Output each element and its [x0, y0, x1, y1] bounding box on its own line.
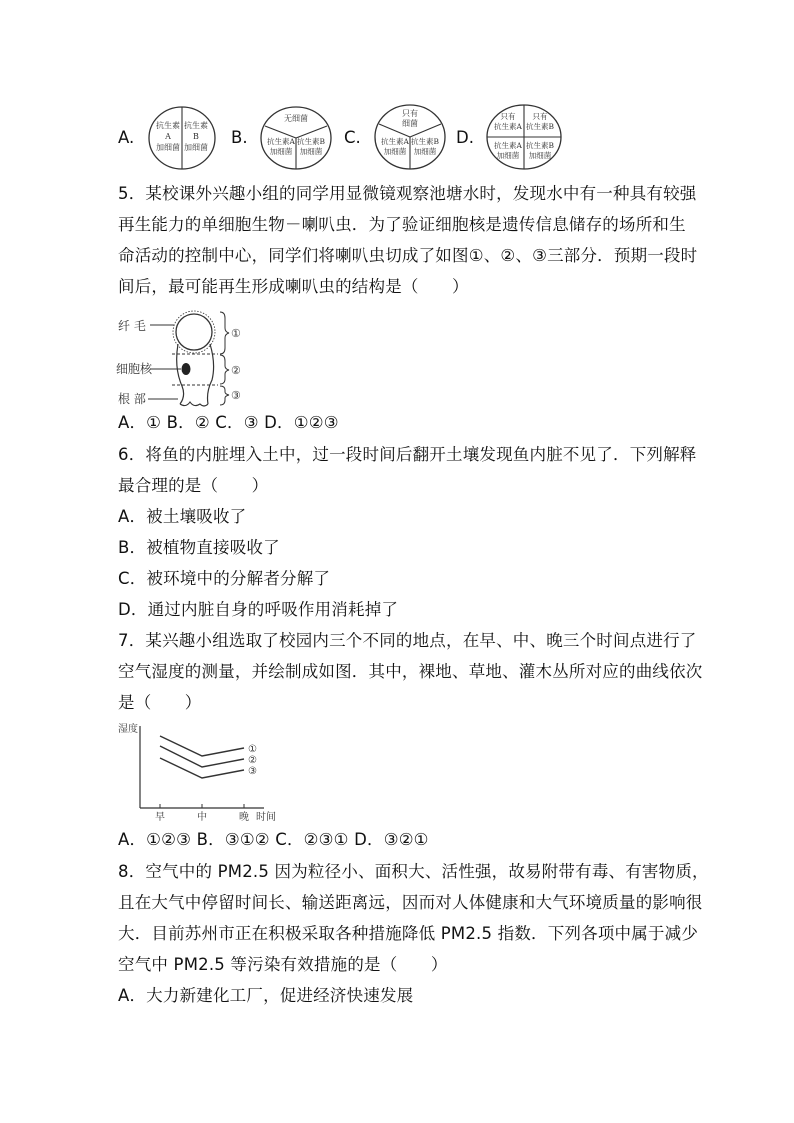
q8-stem-line: 8．空气中的 PM2.5 因为粒径小、面积大、活性强，故易附带有毒、有害物质，: [118, 862, 709, 881]
pie-label: 只有: [532, 112, 548, 121]
q7-stem-line: 空气湿度的测量，并绘制成如图．其中，裸地、草地、灌木丛所对应的曲线依次: [118, 662, 703, 681]
q5-stem-line: 命活动的控制中心，同学们将喇叭虫切成了如图①、②、③三部分．预期一段时: [118, 246, 698, 265]
pie-label: 只有: [500, 112, 516, 121]
q4-option-b-letter: B.: [231, 128, 248, 147]
label-cilia: 纤 毛: [118, 319, 146, 333]
q6-option: B．被植物直接吸收了: [118, 538, 280, 557]
pie-label: 抗生素B: [410, 137, 440, 146]
pie-label: A: [165, 132, 171, 141]
q8-option: A．大力新建化工厂，促进经济快速发展: [118, 986, 414, 1005]
pie-label: 加细菌: [156, 143, 180, 152]
q6-option: A．被土壤吸收了: [118, 507, 247, 526]
pie-label: 加细菌: [299, 147, 323, 156]
q6-stem-line: 6．将鱼的内脏埋入土中，过一段时间后翻开土壤发现鱼内脏不见了．下列解释: [118, 445, 697, 464]
x-axis-label: 时间: [256, 812, 276, 822]
q4-option-c-letter: C.: [344, 128, 361, 147]
pie-label: 抗生素B: [525, 122, 555, 131]
pie-label: 抗生素A: [267, 137, 295, 146]
q4-option-c-pie: [372, 102, 448, 172]
tick-label: 早: [155, 812, 165, 822]
label-base: 根 部: [118, 392, 146, 406]
mark-1: ①: [231, 327, 241, 340]
pie-label: 抗生素A: [494, 141, 522, 150]
tick-label: 晚: [239, 812, 249, 822]
label-nucleus: 细胞核: [116, 362, 153, 376]
q8-stem-line: 且在大气中停留时间长、输送距离远，因而对人体健康和大气环境质量的影响很: [118, 893, 703, 912]
q6-option: C．被环境中的分解者分解了: [118, 569, 331, 588]
q7-stem-line: 7．某兴趣小组选取了校园内三个不同的地点，在早、中、晚三个时间点进行了: [118, 631, 697, 650]
q4-option-d-letter: D.: [456, 128, 474, 147]
pie-label: 抗生素B: [296, 137, 326, 146]
series-label: ①: [248, 744, 257, 755]
q5-stem-line: 间后，最可能再生形成喇叭虫的结构是（ ）: [118, 277, 469, 296]
pie-label: 加细菌: [528, 151, 552, 160]
q8-stem-line: 大．目前苏州市正在积极采取各种措施降低 PM2.5 指数．下列各项中属于减少: [118, 924, 699, 943]
q7-options: A．①②③ B．③①② C．②③① D．③②①: [118, 830, 429, 849]
q8-stem-line: 空气中 PM2.5 等污染有效措施的是（ ）: [118, 955, 448, 974]
pie-label: B: [193, 132, 199, 141]
q7-stem-line: 是（ ）: [118, 693, 202, 712]
q6-stem-line: 最合理的是（ ）: [118, 476, 269, 495]
q4-option-a-letter: A.: [118, 128, 135, 147]
q5-stem-line: 5．某校课外兴趣小组的同学用显微镜观察池塘水时，发现水中有一种具有较强: [118, 184, 697, 203]
pie-label: 加细菌: [184, 143, 208, 152]
q5-options: A．① B．② C．③ D．①②③: [118, 413, 339, 432]
pie-label: 抗生素: [156, 121, 180, 130]
q6-option: D．通过内脏自身的呼吸作用消耗掉了: [118, 600, 399, 619]
q4-option-a-pie: [146, 104, 218, 172]
y-axis-label: 湿度: [118, 724, 138, 735]
q7-humidity-chart: [116, 722, 280, 822]
pie-label: 抗生素A: [494, 122, 522, 131]
pie-label: 细菌: [402, 119, 418, 128]
q4-option-d-pie: [484, 102, 564, 172]
pie-label: 加细菌: [383, 147, 407, 156]
tick-label: 中: [197, 812, 207, 822]
pie-label: 加细菌: [413, 147, 437, 156]
pie-label: 无细菌: [284, 114, 308, 123]
series-label: ③: [248, 766, 257, 777]
mark-2: ②: [231, 364, 241, 377]
pie-label: 加细菌: [496, 151, 520, 160]
pie-label: 抗生素A: [381, 137, 409, 146]
pie-label: 抗生素B: [525, 141, 555, 150]
q4-option-b-pie: [258, 104, 334, 172]
q5-stem-line: 再生能力的单细胞生物－喇叭虫．为了验证细胞核是遗传信息储存的场所和生: [118, 215, 686, 234]
pie-label: 只有: [402, 109, 418, 118]
q5-trumpet-worm-figure: [116, 308, 252, 412]
mark-3: ③: [231, 389, 241, 402]
pie-label: 加细菌: [269, 147, 293, 156]
pie-label: 抗生素: [184, 121, 208, 130]
series-label: ②: [248, 755, 257, 766]
